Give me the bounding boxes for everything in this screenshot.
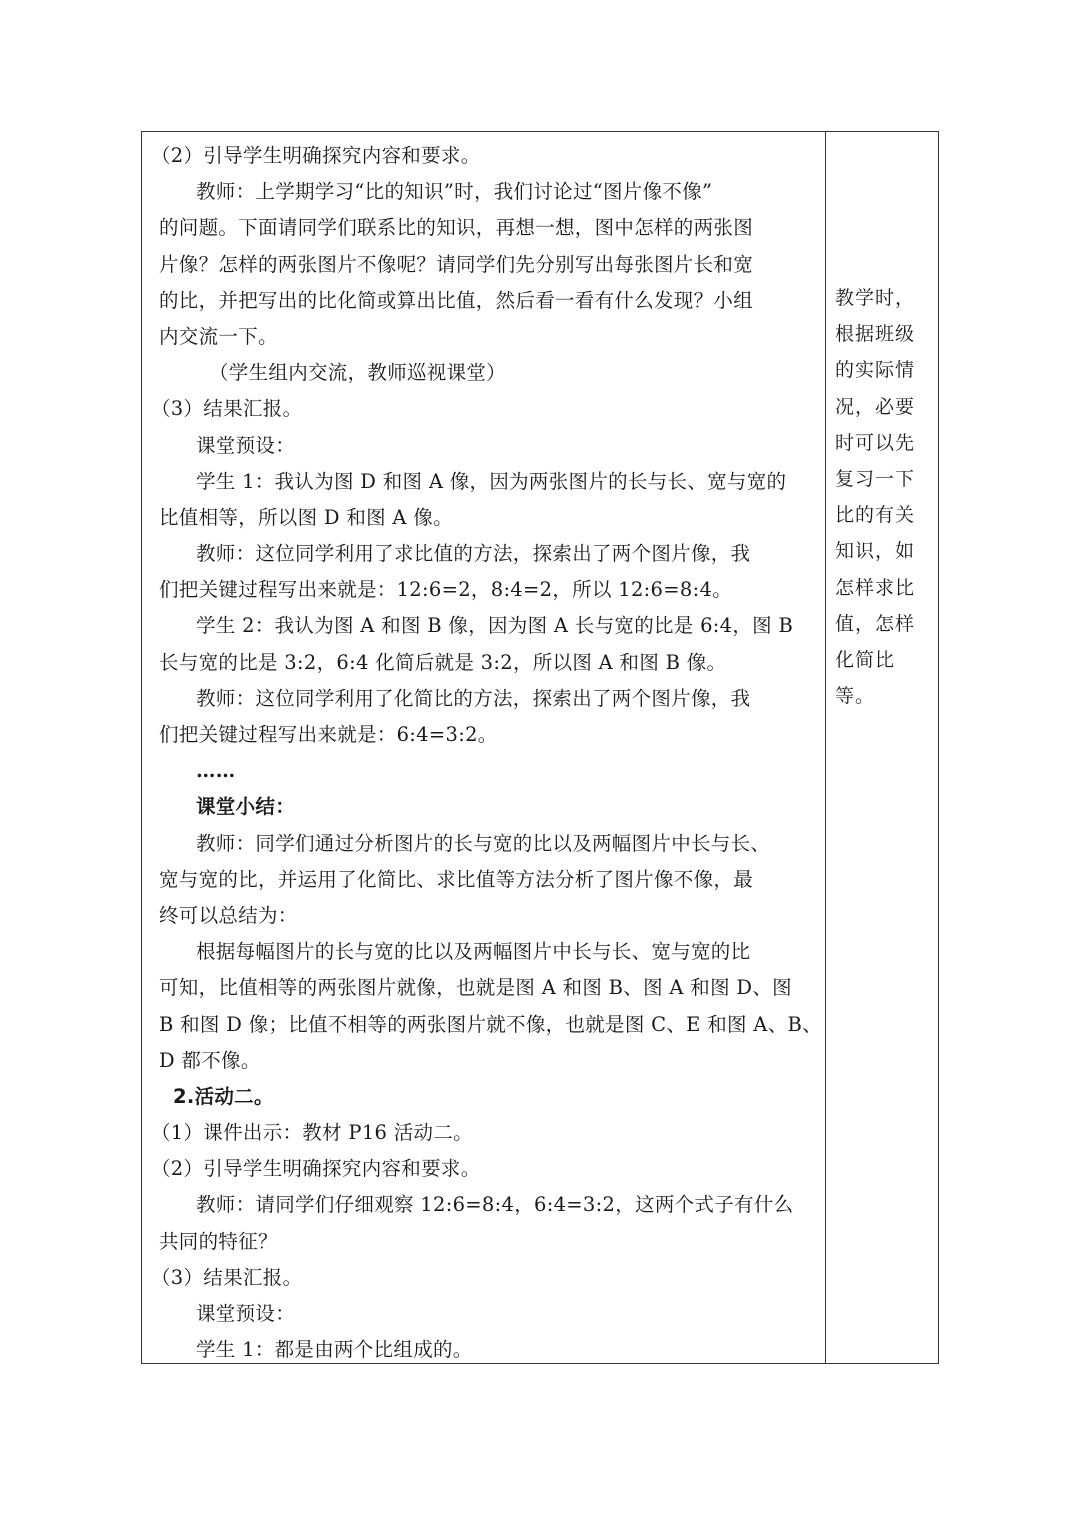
- side-note-line: 值，怎样: [835, 612, 916, 635]
- text-line: 共同的特征？: [159, 1229, 278, 1253]
- text-line: （3）结果汇报。: [151, 1265, 303, 1289]
- text-line: 教师：同学们通过分析图片的长与宽的比以及两幅图片中长与长、: [196, 831, 771, 855]
- text-line: （2）引导学生明确探究内容和要求。: [151, 144, 481, 167]
- side-note-line: 知识，如: [835, 540, 916, 563]
- text-line: 教师：这位同学利用了化简比的方法，探索出了两个图片像，我: [196, 686, 751, 710]
- text-line: 课堂小结：: [196, 795, 296, 819]
- text-line: 教师：上学期学习“比的知识”时，我们讨论过“图片像不像”: [196, 180, 713, 204]
- text-line: D 都不像。: [159, 1048, 261, 1072]
- text-line: 可知，比值相等的两张图片就像，也就是图 A 和图 B、图 A 和图 D、图: [159, 976, 792, 1000]
- text-line: （3）结果汇报。: [151, 397, 303, 421]
- text-line: 根据每幅图片的长与宽的比以及两幅图片中长与长、宽与宽的比: [196, 940, 751, 964]
- text-line: 片像？怎样的两张图片不像呢？请同学们先分别写出每张图片长和宽: [159, 252, 754, 276]
- text-line: 终可以总结为：: [159, 903, 298, 927]
- main-content-column: [151, 138, 822, 1368]
- text-line: 们把关键过程写出来就是：12:6=2，8:4=2，所以 12:6=8:4。: [159, 578, 732, 602]
- side-note-line: 化简比: [835, 648, 896, 671]
- text-line: 的问题。下面请同学们联系比的知识，再想一想，图中怎样的两张图: [159, 216, 754, 240]
- text-line: 课堂预设：: [196, 433, 296, 457]
- lesson-table: [141, 131, 939, 1364]
- text-line: 们把关键过程写出来就是：6:4=3:2。: [159, 723, 498, 746]
- text-line: B 和图 D 像；比值不相等的两张图片就不像，也就是图 C、E 和图 A、B、: [159, 1012, 822, 1036]
- side-note-line: 教学时，: [835, 287, 916, 309]
- side-note-line: 根据班级: [835, 323, 916, 346]
- side-note-line: 的实际情: [835, 359, 916, 382]
- side-note-line: 复习一下: [835, 467, 916, 490]
- text-line: 学生 1：都是由两个比组成的。: [196, 1338, 473, 1362]
- side-note-line: 比的有关: [835, 504, 916, 527]
- text-line: （1）课件出示：教材 P16 活动二。: [151, 1121, 473, 1145]
- text-line: ……: [196, 759, 236, 783]
- text-line: 教师：这位同学利用了求比值的方法，探索出了两个图片像，我: [196, 542, 751, 566]
- text-line: 比值相等，所以图 D 和图 A 像。: [159, 505, 453, 529]
- text-line: 课堂预设：: [196, 1302, 296, 1325]
- side-note-column: [835, 280, 935, 714]
- side-note-line: 等。: [835, 685, 876, 708]
- side-note-line: 时可以先: [835, 431, 916, 454]
- text-line: 学生 1：我认为图 D 和图 A 像，因为两张图片的长与长、宽与宽的: [196, 469, 787, 493]
- text-line: 2.活动二。: [173, 1084, 274, 1108]
- text-line: 长与宽的比是 3:2，6:4 化简后就是 3:2，所以图 A 和图 B 像。: [159, 650, 727, 674]
- text-line: （2）引导学生明确探究内容和要求。: [151, 1157, 481, 1181]
- side-note-line: 况，必要: [835, 395, 916, 418]
- text-line: 学生 2：我认为图 A 和图 B 像，因为图 A 长与宽的比是 6:4，图 B: [196, 614, 794, 638]
- text-line: 内交流一下。: [159, 324, 278, 348]
- text-line: 宽与宽的比，并运用了化简比、求比值等方法分析了图片像不像，最: [159, 867, 754, 891]
- text-line: 的比，并把写出的比化简或算出比值，然后看一看有什么发现？小组: [159, 288, 754, 312]
- side-note-line: 怎样求比: [835, 576, 916, 599]
- text-line: 教师：请同学们仔细观察 12:6=8:4，6:4=3:2，这两个式子有什么: [196, 1193, 794, 1217]
- text-line: （学生组内交流，教师巡视课堂）: [209, 361, 507, 385]
- column-divider: [825, 132, 826, 1363]
